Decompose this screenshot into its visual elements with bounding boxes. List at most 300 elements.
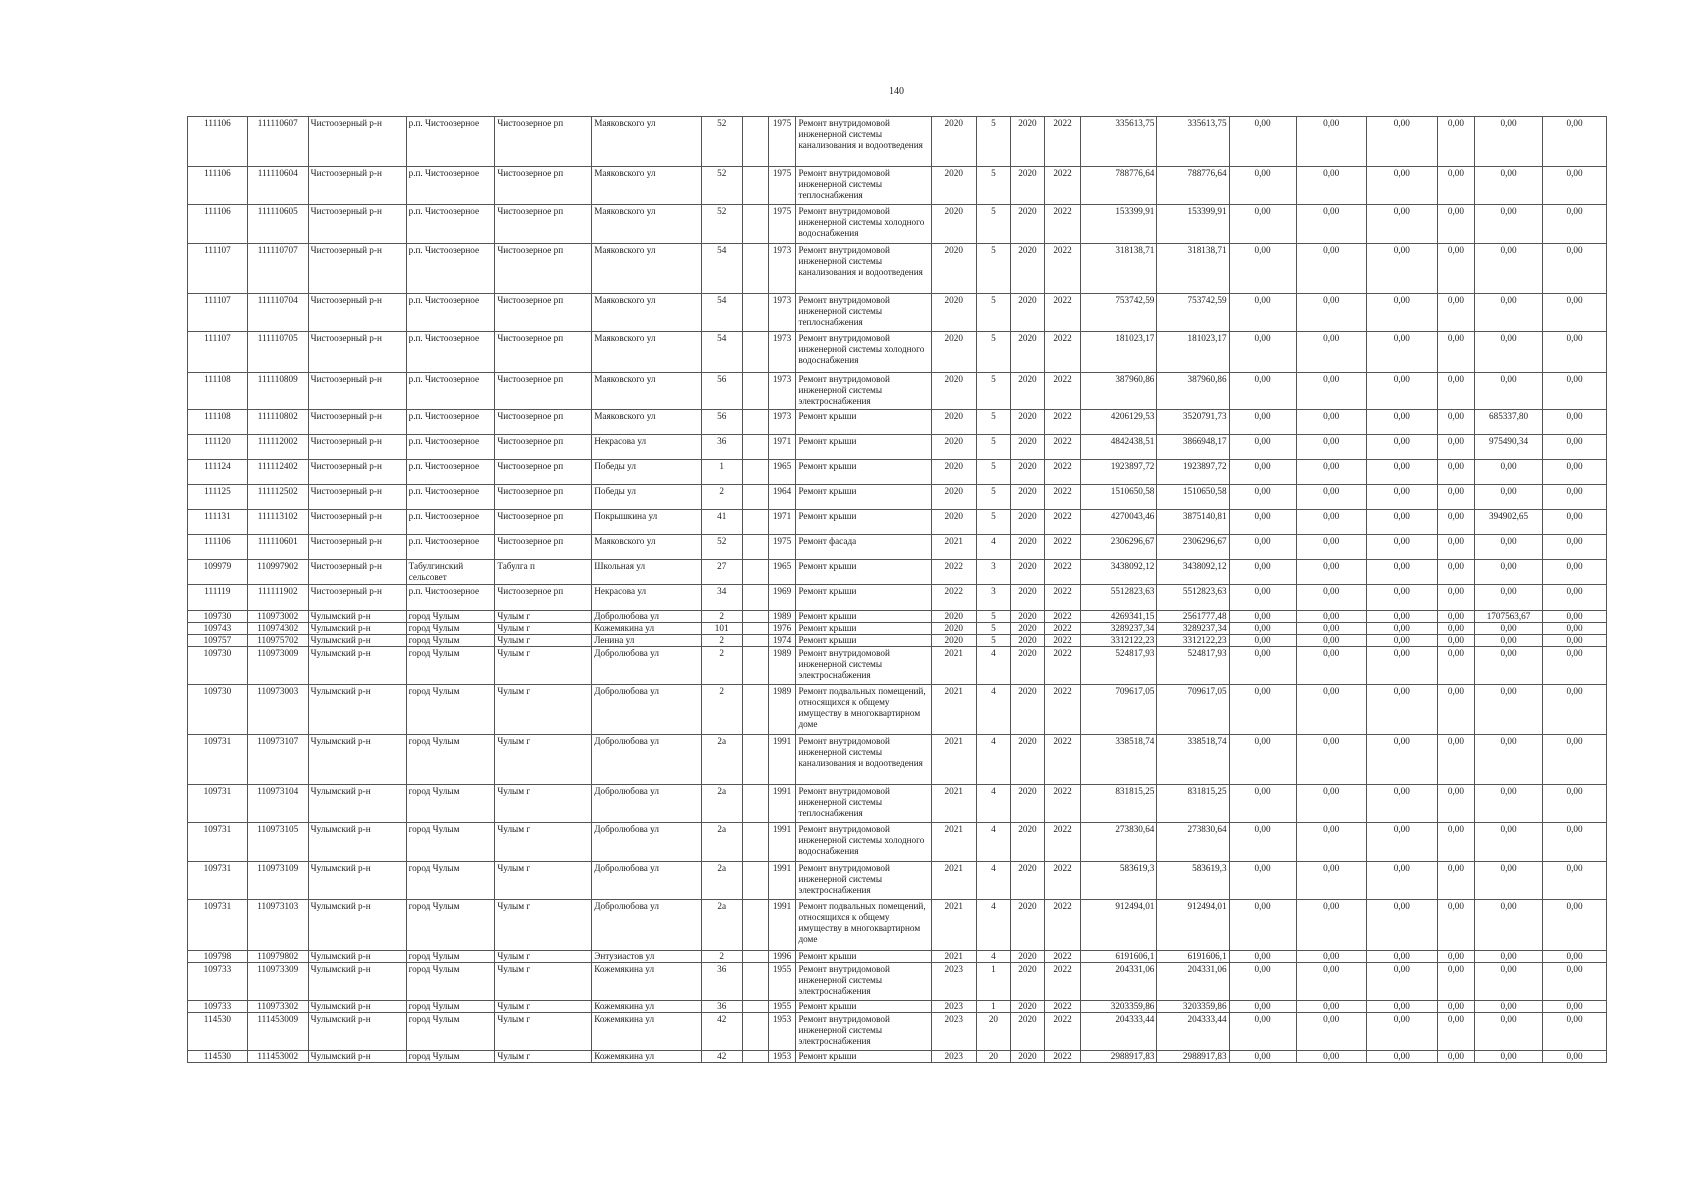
cell-period-end: 2022 [1044,167,1080,205]
table-row [188,585,1607,611]
cell-stage: 5 [976,244,1010,294]
table-row [188,735,1607,785]
cell-district: Чулымский р-н [308,900,406,951]
cell-period-start: 2020 [1010,560,1044,585]
cell-federal-funds: 0,00 [1229,117,1296,167]
cell-building [742,167,768,205]
cell-building [742,560,768,585]
table-row [188,951,1607,963]
cell-ext-id: 109798 [188,951,248,963]
cell-district: Чулымский р-н [308,647,406,685]
cell-street: Маяковского ул [592,332,701,373]
cell-street: Кожемякина ул [592,1013,701,1051]
cell-period-start: 2020 [1010,435,1044,460]
cell-house-number: 36 [701,1001,742,1013]
cell-total-cost: 204333,44 [1081,1013,1157,1051]
cell-extra-funds: 0,00 [1543,373,1607,410]
cell-street: Кожемякина ул [592,963,701,1001]
cell-object-id: 111112402 [247,460,308,485]
cell-period-end: 2022 [1044,823,1080,862]
cell-total-cost: 318138,71 [1081,244,1157,294]
cell-regional-funds: 0,00 [1296,951,1366,963]
cell-ext-id: 109733 [188,1001,248,1013]
cell-stage: 5 [976,435,1010,460]
table-row [188,611,1607,623]
cell-other-funds: 0,00 [1437,460,1474,485]
cell-total-cost: 788776,64 [1081,167,1157,205]
cell-stage: 4 [976,862,1010,900]
cell-local-funds: 0,00 [1366,435,1437,460]
cell-period-start: 2020 [1010,510,1044,535]
cell-stage: 5 [976,635,1010,647]
cell-work-type: Ремонт крыши [796,435,931,460]
cell-other-funds: 0,00 [1437,535,1474,560]
cell-plan-year: 2020 [931,635,976,647]
cell-work-type: Ремонт внутридомовой инженерной системы канализования и водоотведения [796,244,931,294]
cell-period-start: 2020 [1010,205,1044,244]
cell-municipality: р.п. Чистоозерное [406,510,495,535]
cell-building [742,294,768,332]
cell-owner-funds: 0,00 [1475,585,1543,611]
cell-local-funds: 0,00 [1366,735,1437,785]
cell-plan-year: 2023 [931,963,976,1001]
cell-regional-funds: 0,00 [1296,560,1366,585]
cell-object-id: 110979802 [247,951,308,963]
cell-period-end: 2022 [1044,900,1080,951]
cell-local-funds: 0,00 [1366,332,1437,373]
cell-year-built: 1991 [768,862,796,900]
cell-work-type: Ремонт внутридомовой инженерной системы теплоснабжения [796,167,931,205]
cell-ext-id: 109730 [188,647,248,685]
cell-stage: 5 [976,485,1010,510]
cell-owner-funds: 0,00 [1475,951,1543,963]
cell-municipality: р.п. Чистоозерное [406,585,495,611]
cell-regional-funds: 0,00 [1296,410,1366,435]
cell-district: Чулымский р-н [308,635,406,647]
cell-extra-funds: 0,00 [1543,735,1607,785]
cell-fund-cost: 3289237,34 [1157,623,1229,635]
cell-year-built: 1991 [768,900,796,951]
cell-total-cost: 1510650,58 [1081,485,1157,510]
cell-plan-year: 2022 [931,560,976,585]
cell-ext-id: 111120 [188,435,248,460]
cell-regional-funds: 0,00 [1296,117,1366,167]
cell-local-funds: 0,00 [1366,623,1437,635]
cell-street: Маяковского ул [592,535,701,560]
cell-federal-funds: 0,00 [1229,585,1296,611]
cell-district: Чистоозерный р-н [308,410,406,435]
cell-plan-year: 2020 [931,373,976,410]
cell-local-funds: 0,00 [1366,951,1437,963]
cell-federal-funds: 0,00 [1229,560,1296,585]
cell-plan-year: 2023 [931,1001,976,1013]
cell-house-number: 52 [701,117,742,167]
table-row [188,205,1607,244]
cell-locality: Чистоозерное рп [495,485,592,510]
cell-object-id: 111112502 [247,485,308,510]
cell-local-funds: 0,00 [1366,460,1437,485]
cell-period-end: 2022 [1044,332,1080,373]
cell-building [742,373,768,410]
table-row [188,410,1607,435]
cell-ext-id: 111124 [188,460,248,485]
cell-period-start: 2020 [1010,167,1044,205]
cell-regional-funds: 0,00 [1296,332,1366,373]
cell-extra-funds: 0,00 [1543,332,1607,373]
cell-owner-funds: 0,00 [1475,205,1543,244]
cell-house-number: 2а [701,785,742,823]
cell-fund-cost: 788776,64 [1157,167,1229,205]
cell-federal-funds: 0,00 [1229,862,1296,900]
cell-extra-funds: 0,00 [1543,647,1607,685]
cell-total-cost: 153399,91 [1081,205,1157,244]
cell-locality: Чистоозерное рп [495,460,592,485]
cell-federal-funds: 0,00 [1229,485,1296,510]
cell-house-number: 42 [701,1013,742,1051]
cell-street: Победы ул [592,460,701,485]
cell-work-type: Ремонт крыши [796,1051,931,1063]
cell-house-number: 2 [701,685,742,735]
cell-municipality: город Чулым [406,862,495,900]
cell-period-end: 2022 [1044,585,1080,611]
cell-owner-funds: 0,00 [1475,823,1543,862]
cell-ext-id: 111125 [188,485,248,510]
cell-ext-id: 109743 [188,623,248,635]
cell-local-funds: 0,00 [1366,862,1437,900]
cell-period-start: 2020 [1010,1001,1044,1013]
cell-period-start: 2020 [1010,647,1044,685]
cell-locality: Чулым г [495,685,592,735]
cell-owner-funds: 1707563,67 [1475,611,1543,623]
cell-total-cost: 204331,06 [1081,963,1157,1001]
cell-plan-year: 2020 [931,623,976,635]
cell-district: Чулымский р-н [308,1001,406,1013]
cell-stage: 4 [976,823,1010,862]
cell-total-cost: 273830,64 [1081,823,1157,862]
cell-plan-year: 2020 [931,460,976,485]
cell-fund-cost: 6191606,1 [1157,951,1229,963]
cell-work-type: Ремонт крыши [796,585,931,611]
cell-total-cost: 6191606,1 [1081,951,1157,963]
cell-regional-funds: 0,00 [1296,685,1366,735]
cell-other-funds: 0,00 [1437,685,1474,735]
cell-municipality: р.п. Чистоозерное [406,410,495,435]
cell-ext-id: 111108 [188,373,248,410]
cell-other-funds: 0,00 [1437,167,1474,205]
cell-district: Чистоозерный р-н [308,167,406,205]
table-row [188,635,1607,647]
cell-period-end: 2022 [1044,647,1080,685]
cell-district: Чулымский р-н [308,685,406,735]
cell-stage: 5 [976,611,1010,623]
cell-total-cost: 912494,01 [1081,900,1157,951]
cell-owner-funds: 0,00 [1475,244,1543,294]
cell-federal-funds: 0,00 [1229,1001,1296,1013]
cell-other-funds: 0,00 [1437,294,1474,332]
cell-fund-cost: 2988917,83 [1157,1051,1229,1063]
cell-ext-id: 111108 [188,410,248,435]
cell-locality: Чистоозерное рп [495,167,592,205]
cell-object-id: 111110809 [247,373,308,410]
cell-house-number: 2 [701,611,742,623]
cell-regional-funds: 0,00 [1296,785,1366,823]
cell-extra-funds: 0,00 [1543,862,1607,900]
cell-house-number: 34 [701,585,742,611]
cell-street: Кожемякина ул [592,623,701,635]
cell-fund-cost: 153399,91 [1157,205,1229,244]
cell-street: Маяковского ул [592,373,701,410]
cell-total-cost: 3312122,23 [1081,635,1157,647]
cell-object-id: 111110705 [247,332,308,373]
cell-house-number: 52 [701,167,742,205]
cell-local-funds: 0,00 [1366,1013,1437,1051]
cell-locality: Чистоозерное рп [495,205,592,244]
cell-stage: 5 [976,460,1010,485]
cell-stage: 20 [976,1013,1010,1051]
cell-year-built: 1953 [768,1013,796,1051]
cell-municipality: город Чулым [406,1013,495,1051]
cell-district: Чистоозерный р-н [308,460,406,485]
cell-period-start: 2020 [1010,1013,1044,1051]
cell-federal-funds: 0,00 [1229,963,1296,1001]
cell-house-number: 2 [701,485,742,510]
cell-object-id: 110997902 [247,560,308,585]
cell-total-cost: 2306296,67 [1081,535,1157,560]
cell-extra-funds: 0,00 [1543,1051,1607,1063]
cell-other-funds: 0,00 [1437,585,1474,611]
cell-work-type: Ремонт внутридомовой инженерной системы электроснабжения [796,373,931,410]
cell-plan-year: 2021 [931,862,976,900]
cell-other-funds: 0,00 [1437,373,1474,410]
cell-local-funds: 0,00 [1366,900,1437,951]
cell-plan-year: 2023 [931,1013,976,1051]
cell-stage: 5 [976,294,1010,332]
cell-total-cost: 4842438,51 [1081,435,1157,460]
cell-ext-id: 111119 [188,585,248,611]
cell-street: Добролюбова ул [592,862,701,900]
cell-total-cost: 4270043,46 [1081,510,1157,535]
cell-local-funds: 0,00 [1366,1051,1437,1063]
cell-stage: 5 [976,623,1010,635]
cell-district: Чистоозерный р-н [308,535,406,560]
cell-owner-funds: 685337,80 [1475,410,1543,435]
table-row [188,560,1607,585]
cell-period-start: 2020 [1010,460,1044,485]
cell-building [742,1051,768,1063]
cell-year-built: 1964 [768,485,796,510]
cell-street: Кожемякина ул [592,1001,701,1013]
cell-year-built: 1971 [768,510,796,535]
cell-building [742,535,768,560]
cell-ext-id: 109731 [188,735,248,785]
cell-municipality: город Чулым [406,823,495,862]
cell-year-built: 1976 [768,623,796,635]
cell-district: Чистоозерный р-н [308,117,406,167]
cell-extra-funds: 0,00 [1543,963,1607,1001]
cell-street: Кожемякина ул [592,1051,701,1063]
cell-extra-funds: 0,00 [1543,685,1607,735]
cell-owner-funds: 0,00 [1475,1013,1543,1051]
cell-building [742,117,768,167]
cell-extra-funds: 0,00 [1543,1001,1607,1013]
cell-building [742,244,768,294]
cell-stage: 5 [976,117,1010,167]
cell-other-funds: 0,00 [1437,435,1474,460]
cell-federal-funds: 0,00 [1229,685,1296,735]
cell-work-type: Ремонт крыши [796,560,931,585]
cell-work-type: Ремонт крыши [796,611,931,623]
cell-year-built: 1975 [768,117,796,167]
table-row [188,785,1607,823]
cell-object-id: 111110704 [247,294,308,332]
cell-locality: Чулым г [495,735,592,785]
cell-municipality: р.п. Чистоозерное [406,294,495,332]
cell-municipality: р.п. Чистоозерное [406,205,495,244]
cell-ext-id: 109757 [188,635,248,647]
cell-fund-cost: 583619,3 [1157,862,1229,900]
cell-district: Чулымский р-н [308,1051,406,1063]
cell-street: Добролюбова ул [592,735,701,785]
cell-extra-funds: 0,00 [1543,410,1607,435]
cell-object-id: 110973302 [247,1001,308,1013]
cell-total-cost: 3289237,34 [1081,623,1157,635]
cell-owner-funds: 0,00 [1475,1001,1543,1013]
table-body [188,117,1607,1063]
cell-other-funds: 0,00 [1437,205,1474,244]
cell-other-funds: 0,00 [1437,611,1474,623]
cell-municipality: р.п. Чистоозерное [406,117,495,167]
cell-stage: 5 [976,332,1010,373]
cell-owner-funds: 0,00 [1475,963,1543,1001]
cell-district: Чистоозерный р-н [308,294,406,332]
cell-plan-year: 2020 [931,410,976,435]
cell-locality: Чулым г [495,635,592,647]
cell-stage: 4 [976,900,1010,951]
cell-work-type: Ремонт внутридомовой инженерной системы холодного водоснабжения [796,205,931,244]
cell-house-number: 54 [701,294,742,332]
cell-year-built: 1975 [768,535,796,560]
cell-house-number: 2 [701,635,742,647]
cell-year-built: 1989 [768,611,796,623]
cell-locality: Чистоозерное рп [495,373,592,410]
cell-locality: Чистоозерное рп [495,244,592,294]
cell-municipality: город Чулым [406,1001,495,1013]
cell-fund-cost: 753742,59 [1157,294,1229,332]
cell-regional-funds: 0,00 [1296,373,1366,410]
cell-street: Победы ул [592,485,701,510]
table-row [188,1051,1607,1063]
cell-house-number: 54 [701,332,742,373]
cell-object-id: 110973002 [247,611,308,623]
cell-period-start: 2020 [1010,823,1044,862]
cell-local-funds: 0,00 [1366,167,1437,205]
cell-work-type: Ремонт фасада [796,535,931,560]
cell-locality: Чистоозерное рп [495,410,592,435]
cell-period-start: 2020 [1010,244,1044,294]
table-row [188,510,1607,535]
cell-federal-funds: 0,00 [1229,785,1296,823]
cell-other-funds: 0,00 [1437,823,1474,862]
cell-regional-funds: 0,00 [1296,585,1366,611]
cell-work-type: Ремонт внутридомовой инженерной системы теплоснабжения [796,294,931,332]
cell-federal-funds: 0,00 [1229,460,1296,485]
cell-plan-year: 2020 [931,117,976,167]
cell-period-end: 2022 [1044,951,1080,963]
table-row [188,1013,1607,1051]
cell-owner-funds: 0,00 [1475,460,1543,485]
cell-total-cost: 4269341,15 [1081,611,1157,623]
cell-house-number: 36 [701,435,742,460]
cell-ext-id: 111131 [188,510,248,535]
cell-object-id: 111111902 [247,585,308,611]
cell-period-end: 2022 [1044,117,1080,167]
cell-object-id: 111110605 [247,205,308,244]
cell-municipality: р.п. Чистоозерное [406,435,495,460]
cell-local-funds: 0,00 [1366,560,1437,585]
cell-local-funds: 0,00 [1366,535,1437,560]
cell-federal-funds: 0,00 [1229,205,1296,244]
cell-year-built: 1955 [768,963,796,1001]
cell-district: Чистоозерный р-н [308,510,406,535]
cell-fund-cost: 318138,71 [1157,244,1229,294]
cell-stage: 3 [976,560,1010,585]
cell-other-funds: 0,00 [1437,1001,1474,1013]
cell-year-built: 1989 [768,685,796,735]
cell-federal-funds: 0,00 [1229,623,1296,635]
cell-stage: 4 [976,535,1010,560]
cell-street: Маяковского ул [592,205,701,244]
cell-object-id: 111110707 [247,244,308,294]
cell-total-cost: 583619,3 [1081,862,1157,900]
table-row [188,244,1607,294]
cell-house-number: 2а [701,862,742,900]
cell-plan-year: 2021 [931,647,976,685]
cell-other-funds: 0,00 [1437,900,1474,951]
cell-period-end: 2022 [1044,373,1080,410]
cell-extra-funds: 0,00 [1543,900,1607,951]
cell-ext-id: 109731 [188,862,248,900]
cell-other-funds: 0,00 [1437,862,1474,900]
cell-ext-id: 111106 [188,117,248,167]
cell-building [742,963,768,1001]
cell-local-funds: 0,00 [1366,294,1437,332]
cell-house-number: 101 [701,623,742,635]
cell-federal-funds: 0,00 [1229,373,1296,410]
cell-street: Маяковского ул [592,244,701,294]
cell-owner-funds: 0,00 [1475,560,1543,585]
cell-period-end: 2022 [1044,510,1080,535]
cell-stage: 5 [976,167,1010,205]
cell-local-funds: 0,00 [1366,963,1437,1001]
cell-fund-cost: 338518,74 [1157,735,1229,785]
cell-municipality: р.п. Чистоозерное [406,535,495,560]
cell-year-built: 1955 [768,1001,796,1013]
cell-stage: 4 [976,785,1010,823]
cell-plan-year: 2021 [931,735,976,785]
cell-street: Школьная ул [592,560,701,585]
cell-work-type: Ремонт подвальных помещений, относящихся к общему имуществу в многоквартирном доме [796,900,931,951]
cell-municipality: город Чулым [406,685,495,735]
cell-locality: Чистоозерное рп [495,535,592,560]
cell-house-number: 56 [701,410,742,435]
cell-period-start: 2020 [1010,635,1044,647]
table-row [188,485,1607,510]
cell-local-funds: 0,00 [1366,585,1437,611]
cell-street: Энтузиастов ул [592,951,701,963]
cell-ext-id: 111106 [188,535,248,560]
cell-object-id: 110974302 [247,623,308,635]
cell-stage: 4 [976,951,1010,963]
